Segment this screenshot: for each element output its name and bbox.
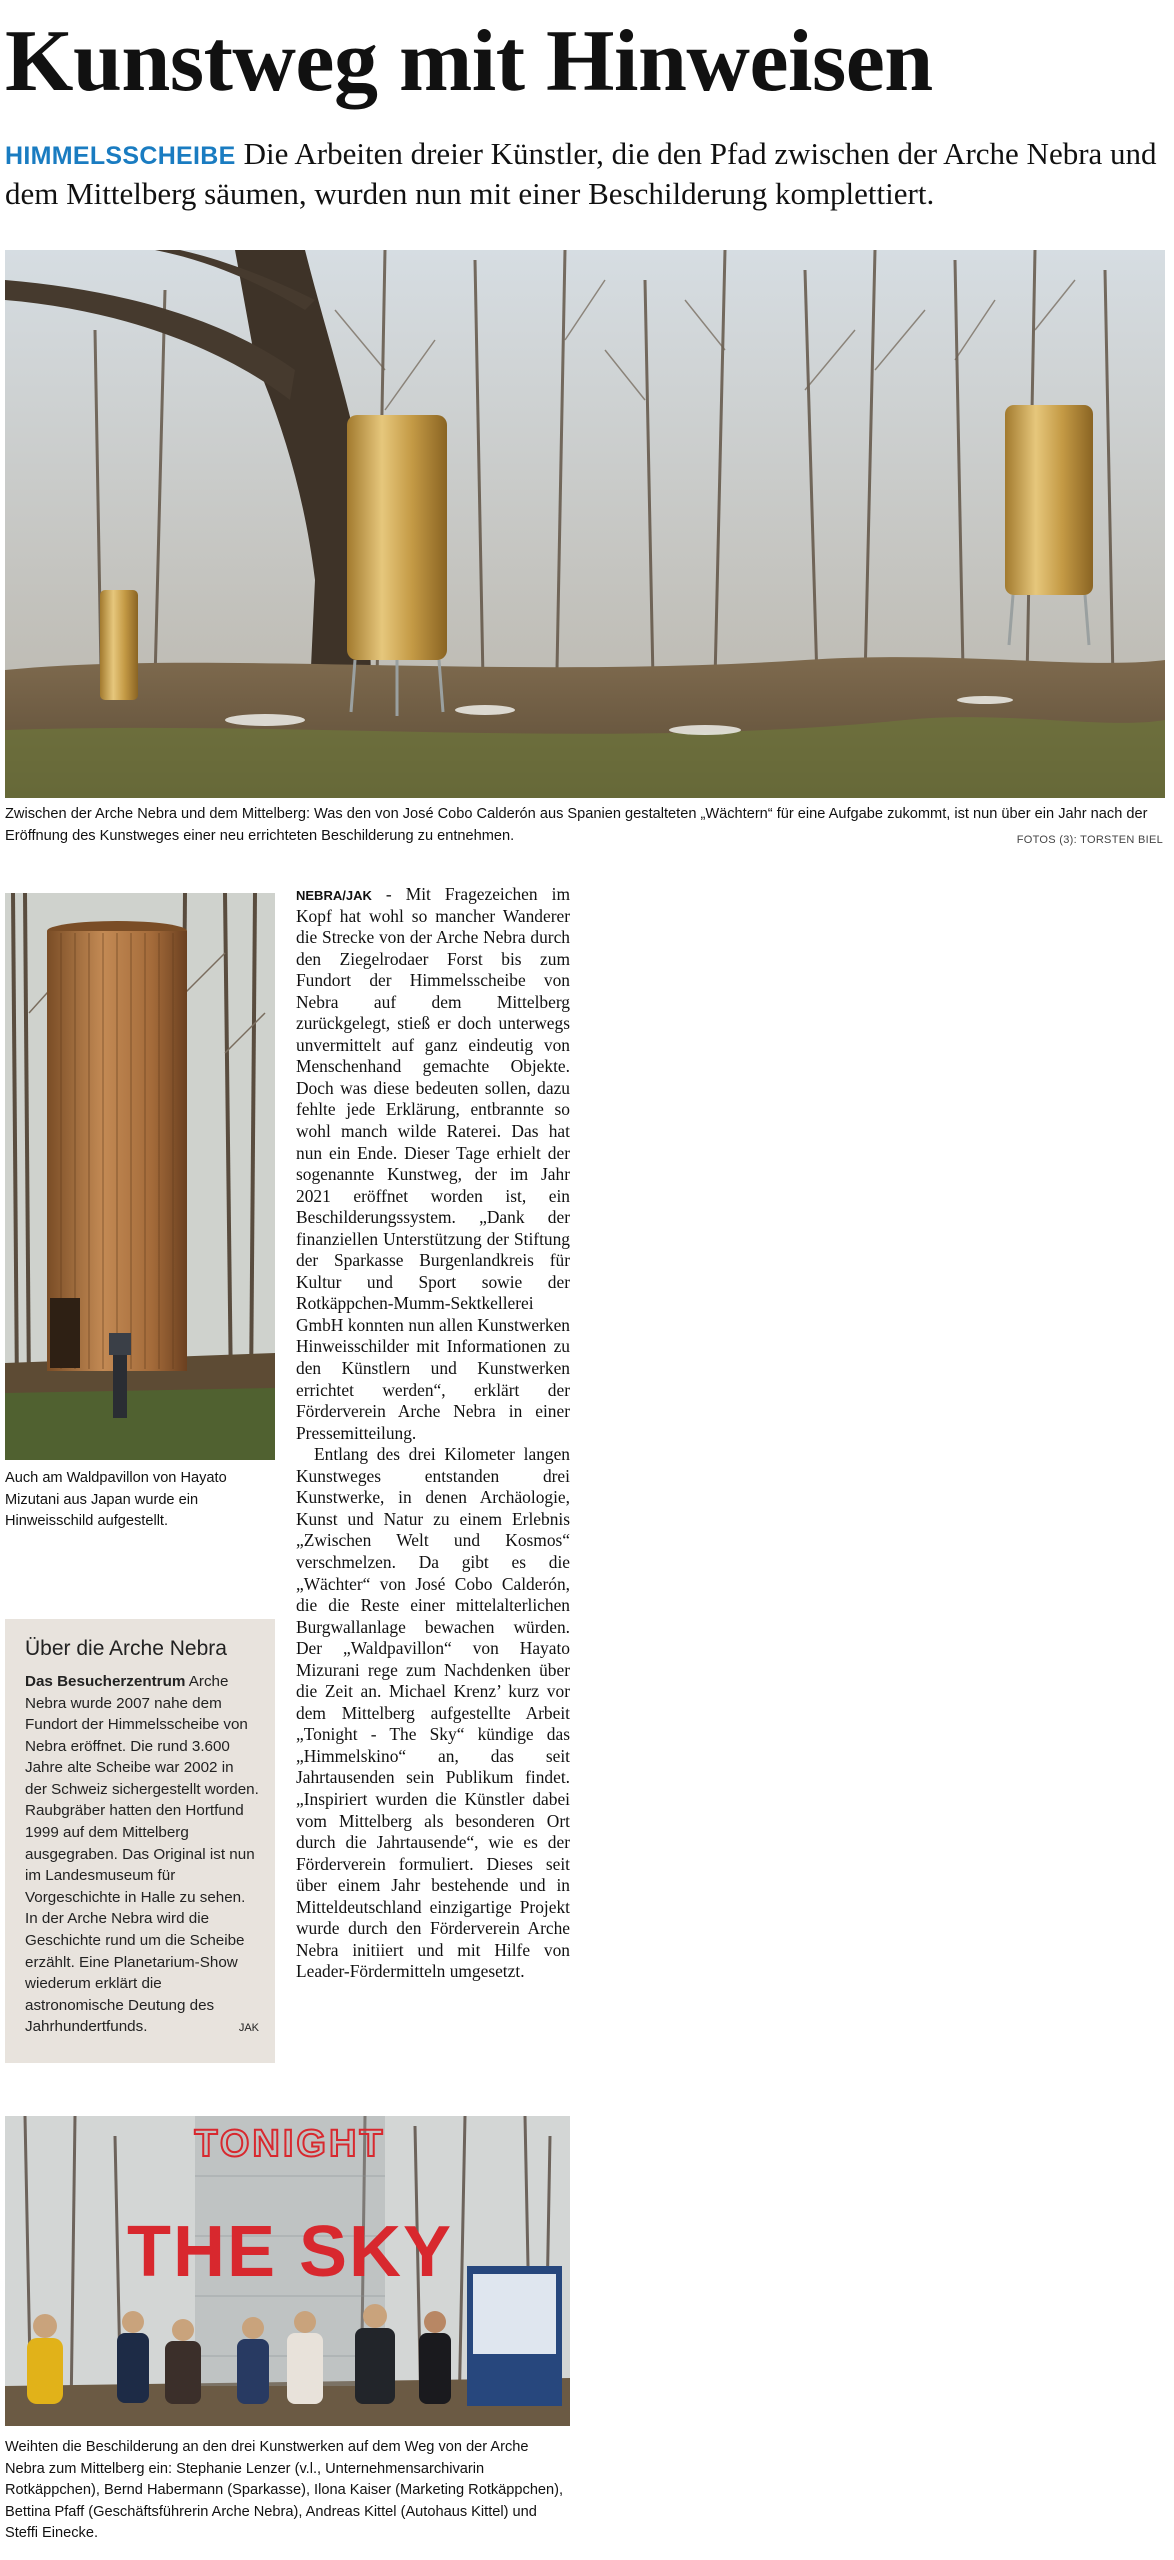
body-paragraph-1 [296,884,570,1444]
photo-credit: FOTOS (3): TORSTEN BIEL [1016,834,1163,846]
info-box-title: Über die Arche Nebra [25,1637,227,1660]
sky-caption: Weihten die Beschilderung an den drei Kunstwerken auf dem Weg von der Arche Nebra zum Mittelberg ein: Stephanie Lenzer (v.l., Unternehmensarchivarin Rotkäppchen), Bernd Habermann (Sparkasse), Ilona Kaiser (Marketing Rotkäppchen), Bettina Pfaff (Geschäftsführerin Arche Nebra), Andreas Kittel (Autohaus Kittel) und Steffi Einecke. [5,2439,564,2542]
info-box-body [25,1671,259,2038]
body-paragraph-2: Entlang des drei Kilometer langen Kunstweges entstanden drei Kunstwerke, in denen Archäologie, Kunst und Natur zu einem Erlebnis „Zwischen Welt und Kosmos“ verschmelzen. Da gibt es die „Wächter“ von José Cobo Calderón, die die Reste einer mittelalterlichen Burgwallanlage bewachen würden. Der „Waldpavillon“ von Hayato Mizurani rege zum Nachdenken über die Zeit an. Michael Krenz’ kurz vor dem Mittelberg aufgestellte Arbeit „Tonight - The Sky“ kündige das „Himmelskino“ an, das seit Jahrtausenden sein Publikum findet. „Inspiriert wurden die Künstler dabei vom Mittelberg als besonderen Ort durch die Jahrtausende“, wie es der Förderverein formuliert. Dieses seit über einem Jahr bestehende und in Mitteldeutschland einzigartige Projekt wurde durch den Förderverein Arche Nebra initiiert und mit Hilfe von Leader-Fördermitteln umgesetzt. [296,1444,570,1982]
photo-waldpavillon [5,893,275,1460]
dateline: NEBRA/JAK [296,888,372,903]
kicker: HIMMELSSCHEIBE [5,142,236,170]
info-box-lead: Das Besucherzentrum [25,1673,186,1690]
lead-paragraph [5,134,1165,213]
headline: Kunstweg mit Hinweisen [5,13,933,110]
photo-waechter [5,250,1165,798]
info-box [5,1619,275,2063]
article-body [296,884,570,1983]
photo-tonight-the-sky [5,2116,570,2426]
pavillon-caption: Auch am Waldpavillon von Hayato Mizutani aus Japan wurde ein Hinweisschild aufgestellt. [5,1470,227,1530]
info-box-text: Arche Nebra wurde 2007 nahe dem Fundort der Himmelsscheibe von Nebra eröffnet. Die rund 3.600 Jahre alte Scheibe war 2002 in der Schweiz sichergestellt worden. Raubgräber hatten den Hortfund 1999 auf dem Mittelberg ausgegraben. Das Original ist nun im Landesmuseum für Vorgeschichte in Halle zu sehen. In der Arche Nebra wird die Geschichte rund um die Scheibe erzählt. Eine Planetarium-Show wiederum erklärt die astronomische Deutung des Jahrhundertfunds. [25,1673,259,2036]
sign-the-sky: THE SKY [126,2212,454,2292]
body-paragraph-1-text: - Mit Fragezeichen im Kopf hat wohl so mancher Wanderer die Strecke von der Arche Nebra durch den Ziegelrodaer Forst bis zum Fundort der Himmelsscheibe von Nebra auf dem Mittelberg zurückgelegt, stieß er doch unterwegs unvermittelt auf ganz eindeutig von Menschenhand gemachte Objekte. Doch was diese bedeuten sollen, dazu fehlte jede Erklärung, entbrannte so wohl manch wilde Raterei. Das hat nun ein Ende. Dieser Tage erhielt der sogenannte Kunstweg, der im Jahr 2021 eröffnet worden ist, ein Beschilderungssystem. „Dank der finanziellen Unterstützung der Stiftung der Sparkasse Burgenlandkreis für Kultur und Sport sowie der Rotkäppchen-Mumm-Sektkellerei GmbH konnten nun allen Kunstwerken Hinweisschilder mit Informationen zu den Künstlern und Kunstwerken errichtet werden“, erklärt der Förderverein Arche Nebra in einer Pressemitteilung. [296,884,570,1443]
sign-tonight: TONIGHT [194,2123,386,2165]
info-box-signature: JAK [238,2022,259,2035]
main-photo-caption: Zwischen der Arche Nebra und dem Mittelberg: Was den von José Cobo Calderón aus Spanien gestalteten „Wächtern“ für eine Aufgabe zukommt, ist nun über ein Jahr nach der Eröffnung des Kunstweges einer neu errichteten Beschilderung zu entnehmen. [5,806,1148,844]
lead-text: Die Arbeiten dreier Künstler, die den Pfad zwischen der Arche Nebra und dem Mittelberg säumen, wurden nun mit einer Beschilderung komplettiert. [5,136,1157,211]
